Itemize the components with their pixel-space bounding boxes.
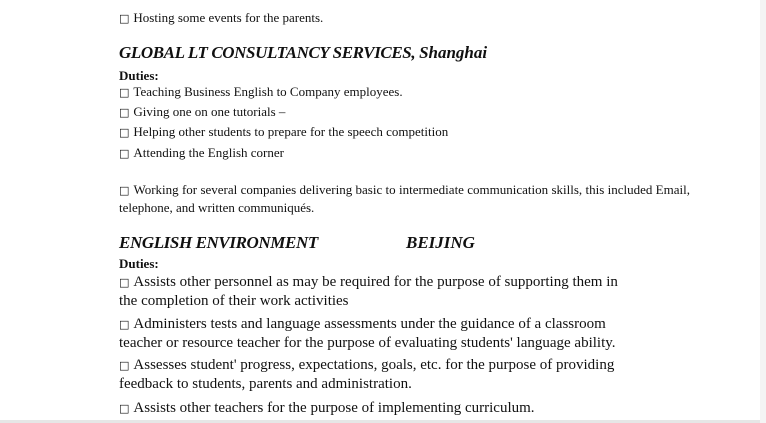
duties-label: Duties: xyxy=(119,68,159,83)
duty-item-line: teacher or resource teacher for the purpose of evaluating students' language ability. xyxy=(119,335,616,351)
duty-item: □ Teaching Business English to Company employees. xyxy=(119,84,403,99)
bullet-box-icon: □ xyxy=(119,126,130,139)
bullet-box-icon: □ xyxy=(119,86,130,99)
bullet-box-icon: □ xyxy=(119,106,130,119)
bullet-line: □ Hosting some events for the parents. xyxy=(119,10,324,25)
duty-item-line: feedback to students, parents and administration. xyxy=(119,376,412,392)
duty-item-line: □ Administers tests and language assessments under the guidance of a classroom xyxy=(119,316,606,332)
bullet-box-icon: □ xyxy=(119,147,130,160)
bullet-box-icon: □ xyxy=(119,402,130,415)
duty-item: □ Attending the English corner xyxy=(119,145,284,160)
duty-item-line: □ Assesses student' progress, expectations, goals, etc. for the purpose of providing xyxy=(119,357,615,373)
bullet-box-icon: □ xyxy=(119,318,130,331)
bullet-box-icon: □ xyxy=(119,276,130,289)
duties-label: Duties: xyxy=(119,256,159,271)
bullet-box-icon: □ xyxy=(119,184,130,197)
page-right-edge xyxy=(760,0,766,423)
bullet-box-icon: □ xyxy=(119,12,130,25)
duty-item-line: □ Assists other teachers for the purpose of implementing curriculum. xyxy=(119,400,535,416)
duty-item: □ Giving one on one tutorials – xyxy=(119,104,286,119)
duty-item-line: the completion of their work activities xyxy=(119,293,349,309)
section-heading-global-lt: GLOBAL LT CONSULTANCY SERVICES, Shanghai xyxy=(119,43,488,62)
bullet-box-icon: □ xyxy=(119,359,130,372)
section-heading-city: BEIJING xyxy=(406,233,475,252)
duty-item: □ Helping other students to prepare for the speech competition xyxy=(119,124,449,139)
experience-paragraph: □ Working for several companies delivering basic to intermediate communication skills, this included Email, telephone, and written communiqués. xyxy=(119,182,690,215)
section-heading-english-environment: ENGLISH ENVIRONMENT xyxy=(119,233,318,252)
duty-item-line: □ Assists other personnel as may be required for the purpose of supporting them in xyxy=(119,274,618,290)
